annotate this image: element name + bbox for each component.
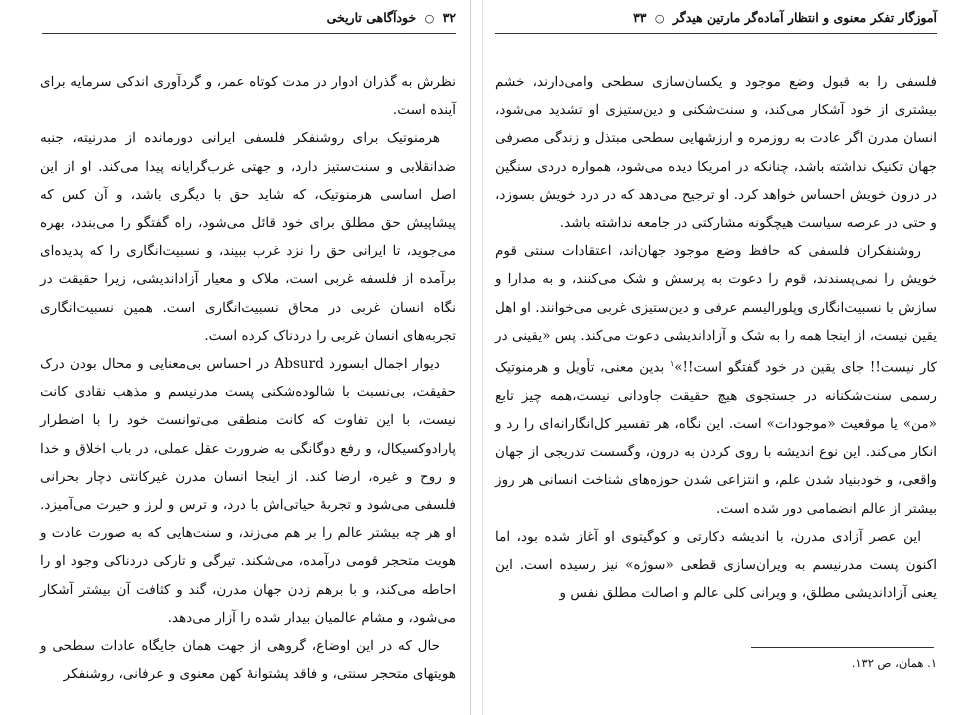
left-paragraph-4: حال که در این اوضاع، گروهی از جهت همان جایگاه عادات سطحی و هویتهای متحجر سنتی، و فاقد پشتوانهٔ کهن معنوی و عرفانی، روشنفکر xyxy=(40,638,456,683)
right-body-text xyxy=(495,68,937,607)
right-running-title: آموزگار تفکر معنوی و انتظار آماده‌گر مارتین هیدگر xyxy=(672,10,937,25)
footnote-rule xyxy=(751,647,934,648)
right-paragraph-1: فلسفی را به قبول وضع موجود و یکسان‌سازی سطحی وامی‌دارند، خشم بیشتری از خود آشکار می‌کند، و سنت‌شکنی و دین‌ستیزی او تشدید می‌شود، انسان مدرن اگر عادت به روزمره و ارزشهایی سطحی مبتذل و زندگی مصرفی جهان تکنیک نداشته باشد، چنانکه در امریکا دیده می‌شود، همواره دردی سنگین در درون خویش احساس خواهد کرد. او ترجیح می‌دهد که در درد خویش بسوزد، و حتی در عرصه سیاست هیچگونه مشارکتی در جامعه نداشته باشد. xyxy=(495,74,937,232)
right-page-header xyxy=(633,10,937,25)
right-paragraph-2-text: روشنفکران فلسفی که حافظ وضع موجود جهان‌اند، اعتقادات سنتی قوم خویش را نمی‌پسندند، قوم را دعوت به پرسش و شک می‌کنند، و به مدارا و سازش با نسبیت‌انگاری وپلورالیسم عرفی و دین‌ستیزی غربی می‌خوانند. او اهل یقین نیست، از اینجا همه را به شک و آزاداندیشی دعوت می‌کند. پس «یقینی در کار نیست!! جای یقین در خود گفتگو است!!» xyxy=(495,243,937,376)
right-page xyxy=(481,0,977,715)
header-separator-icon: ○ xyxy=(654,12,665,25)
right-paragraph-3: این عصر آزادی مدرن، با اندیشه دکارتی و کوگیتوی او آغاز شده بود، اما اکنون پست مدرنیسم به ویران‌سازی قطعی «سوژه» نیز رسیده است. این یعنی آزاداندیشی مطلق، و ویرانی کلی عالم و اصالت مطلق نفس و xyxy=(495,528,937,602)
right-header-rule xyxy=(495,33,937,34)
left-page-header xyxy=(327,10,456,25)
left-header-rule xyxy=(42,33,456,34)
right-paragraph-2 xyxy=(495,237,937,523)
footnote: ۱. همان، ص ۱۳۲. xyxy=(851,656,937,670)
right-page-number: ۳۳ xyxy=(633,10,647,25)
left-running-title: خودآگاهی تاریخی xyxy=(326,10,417,25)
left-paragraph-3: دیوار اجمال ابسورد Absurd در احساس بی‌معنایی و محال بودن درک حقیقت، بی‌نسبت با شالوده‌شکنی پست مدرنیسم و مذهب نقادی کانت نیست، با این تفاوت که کانت منطقی می‌توانست خود را با اضطرار پارادوکسیکال، و رفع دوگانگی به ضرورت عقل عملی، در باب اخلاق و خدا و روح و غیره، ارضا کند. از اینجا انسان مدرن غیرکانتی دچار بحرانی فلسفی می‌شود و تجربهٔ حیاتی‌اش با درد، و ترس و لرز و حیرت می‌آمیزد. او هر چه بیشتر عالم را بر هم می‌زند، و سنت‌هایی که به صورت عادت و هویت متحجر قومی درآمده، می‌شکند. تیرگی و تارکی دردناکی وجود او را احاطه می‌کند، و با برهم زدن جهان مدرن، گند و کثافت آن بیشتر آشکار می‌شود، و مشام عالمیان بیدار شده را آزار می‌دهد. xyxy=(40,356,456,626)
left-paragraph-1: نظرش به گذران ادوار در مدت کوتاه عمر، و گردآوری اندکی سرمایه برای آینده است. xyxy=(40,74,456,119)
left-body-text xyxy=(40,68,456,688)
right-paragraph-2-continued: بدین معنی، تأویل و هرمنوتیک رسمی سنت‌شکنانه در جستجوی هیچ حقیقت جاودانی نیست،همه چیز تابع «من» یا موقعیت «موجودات» است. این نگاه، هر تفسیر کل‌انگارانه‌ای را رد و انکار می‌کند. این نوع اندیشه با روی کردن به درون، وگسست تدریجی از جهان واقعی، و خودبنیاد شدن علم، و انتزاعی شدن حوزه‌های شناخت انسانی هر روز بیشتر از عالم انضمامی دور شده است. xyxy=(495,359,937,517)
header-separator-icon: ○ xyxy=(424,12,435,25)
left-page xyxy=(0,0,470,715)
left-paragraph-2: هرمنوتیک برای روشنفکر فلسفی ایرانی دورمانده از مدرنیته، جنبه ضدانقلابی و سنت‌ستیز دارد، و جهتی غرب‌گرایانه پیدا می‌کند. او از این اصل اساسی هرمنوتیک، که شاید حق با دیگری باشد، و آن کس که پیشاپیش حق مطلق برای خود قائل می‌شود، راه گفتگو را می‌بندد، بهره می‌جوید، تا ایرانی حق را نزد غرب ببیند، و نسبیت‌انگاری را که پدیده‌ای برآمده از فلسفه غربی است، ملاک و معیار آزاداندیشی، زیرا حقیقت در نگاه انسان غربی در محاق نسبیت‌انگاری است. همین نسبیت‌انگاری تجربه‌های انسان غربی را دردناک کرده است. xyxy=(40,130,456,344)
left-page-number: ۳۲ xyxy=(442,10,456,25)
footnote-marker: ۱ xyxy=(669,359,675,369)
